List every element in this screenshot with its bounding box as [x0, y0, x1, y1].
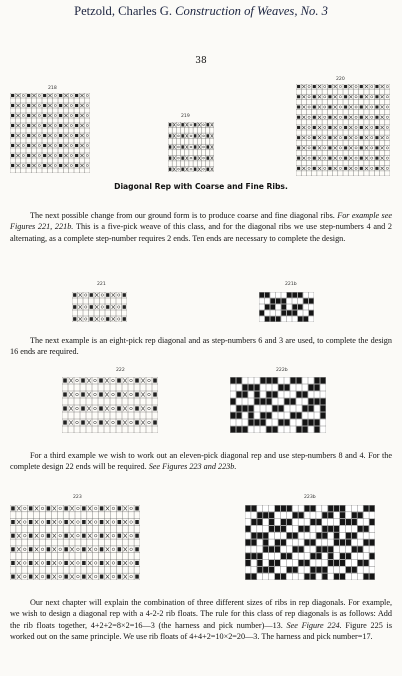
- figure-label-218: 218: [48, 86, 57, 91]
- paragraph-4-text: Our next chapter will explain the combination of three different sizes of ribs in rep diagonals. For example, we wish to design a diagonal rep with a 4-2-2 rib floats. The rule for this class of rep diagonals is as follows: Add the rib floats together, 4+2+2=8×2=16—3 (the harness and pick number)—13.: [10, 598, 392, 630]
- figure-222-grid: [62, 377, 158, 433]
- paragraph-2: [10, 335, 392, 358]
- figure-label-221b: 221b: [285, 282, 297, 287]
- figure-label-222: 222: [116, 368, 125, 373]
- figure-label-222b: 222b: [276, 368, 288, 373]
- paragraph-3-text: For a third example we wish to work out an eleven-pick diagonal rep and use step-numbers 8 and 4. For the complete design 22 ends will be required.: [10, 451, 392, 472]
- figure-label-223b: 223b: [304, 495, 316, 500]
- section-heading: Diagonal Rep with Coarse and Fine Ribs.: [114, 182, 288, 191]
- figure-223b-grid: [245, 505, 375, 580]
- paragraph-1-text-2: This is a five-pick weave of this class, and for the diagonal ribs we use step-numbers 4 and 2 alternating, as a complete step-number requires 2 ends. Ten ends are necessary to complete the design.: [10, 222, 392, 243]
- figure-219-grid: [168, 122, 214, 172]
- page-number: 38: [195, 56, 207, 66]
- paragraph-3-reference: See Figures 223 and 223b.: [148, 462, 237, 472]
- figure-label-223: 223: [73, 495, 82, 500]
- paragraph-4-reference: See Figure 224.: [286, 620, 342, 630]
- figure-221b-grid: [259, 292, 314, 322]
- figure-label-221: 221: [97, 282, 106, 287]
- paragraph-4: [10, 597, 392, 642]
- header-title: Construction of Weaves, No. 3: [175, 4, 328, 18]
- running-header: [0, 4, 402, 19]
- paragraph-1-text: The next possible change from our ground form is to produce coarse and fine diagonal ribs.: [30, 211, 335, 220]
- paragraph-1: [10, 210, 392, 244]
- figure-218-grid: [10, 93, 90, 173]
- paragraph-2-text: The next example is an eight-pick rep diagonal and as step-numbers 6 and 3 are used, to complete the design 16 ends are required.: [10, 336, 392, 357]
- figure-220-grid: [296, 84, 390, 176]
- figure-label-219: 219: [181, 114, 190, 119]
- figure-222b-grid: [230, 377, 326, 433]
- figure-221-grid: [72, 292, 127, 322]
- paragraph-3: [10, 450, 392, 473]
- figure-label-220: 220: [336, 77, 345, 82]
- header-author: Petzold, Charles G.: [74, 4, 172, 18]
- paragraph-1-reference: For example see Figures 221, 221b.: [10, 211, 392, 232]
- paragraph-4-text-2: Figure 225 is worked out on the same principle. We use rib floats of 4+4+2=10×2=20—3. The harness and pick number=17.: [10, 620, 393, 641]
- figure-223-grid: [10, 505, 140, 580]
